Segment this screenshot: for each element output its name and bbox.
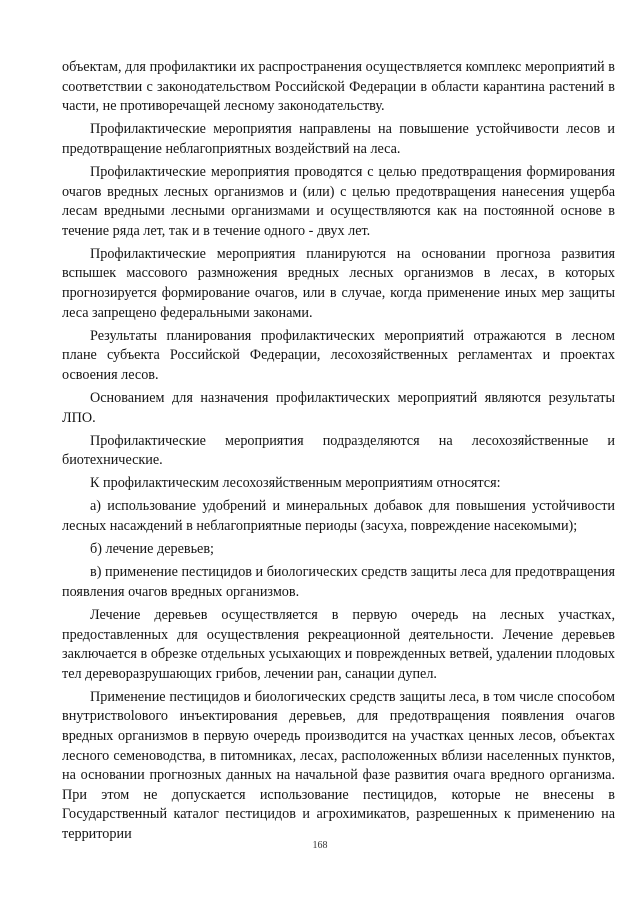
paragraph: Результаты планирования профилактических мероприятий отражаются в лесном плане субъекта Российской Федерации, лесохозяйственных регламентах и проектах освоения лесов. bbox=[62, 327, 615, 383]
list-item: б) лечение деревьев; bbox=[90, 541, 214, 558]
paragraph: Профилактические мероприятия планируются на основании прогноза развития вспышек массового размножения вредных лесных организмов в лесах, в которых прогнозируется формирование очагов, или в случае, когда применение иных мер защиты леса запрещено федеральными законами. bbox=[62, 245, 615, 321]
paragraph: Профилактические мероприятия направлены на повышение устойчивости лесов и предотвращение неблагоприятных воздействий на леса. bbox=[62, 121, 615, 157]
page-number: 168 bbox=[312, 840, 328, 851]
paragraph-continuation: объектам, для профилактики их распространения осуществляется комплекс мероприятий в соответствии с законодательством Российской Федерации в области карантина растений в части, не противоречащей лесному законодательству. bbox=[62, 59, 615, 115]
paragraph: К профилактическим лесохозяйственным мероприятиям относятся: bbox=[90, 475, 501, 492]
list-item: в) применение пестицидов и биологических средств защиты леса для предотвращения появления очагов вредных организмов. bbox=[62, 564, 615, 600]
paragraph: Основанием для назначения профилактических мероприятий являются результаты ЛПО. bbox=[62, 390, 615, 426]
list-item: а) использование удобрений и минеральных добавок для повышения устойчивости лесных насаждений в неблагоприятные периоды (засуха, повреждение насекомыми); bbox=[62, 498, 615, 535]
paragraph: Профилактические мероприятия подразделяются на лесохозяйственные и биотехнические. bbox=[62, 432, 615, 469]
document-body bbox=[62, 58, 615, 848]
paragraph: Лечение деревьев осуществляется в первую очередь на лесных участках, предоставленных для осуществления рекреационной деятельности. Лечение деревьев заключается в обрезке отдельных усыхающих и поврежденных ветвей, удалении плодовых тел дереворазрушающих грибов, лечении ран, санации дупел. bbox=[62, 606, 615, 682]
paragraph: Применение пестицидов и биологических средств защиты леса, в том числе способом внутриствolового инъектирования деревьев, для предотвращения появления очагов вредных организмов в первую очередь производится на участках ценных лесов, объектах лесного семеноводства, в питомниках, лесах, расположенных вблизи населенных пунктов, на основании прогнозных данных на начальной фазе развития очага вредного организма. При этом не допускается использование пестицидов, которые не внесены в Государственный каталог пестицидов и агрохимикатов, разрешенных к применению на территории bbox=[62, 688, 615, 842]
paragraph: Профилактические мероприятия проводятся с целью предотвращения формирования очагов вредных лесных организмов и (или) с целью предотвращения нанесения ущерба лесам вредными лесными организмами и осуществляются как на постоянной основе в течение ряда лет, так и в течение одного - двух лет. bbox=[62, 163, 615, 239]
